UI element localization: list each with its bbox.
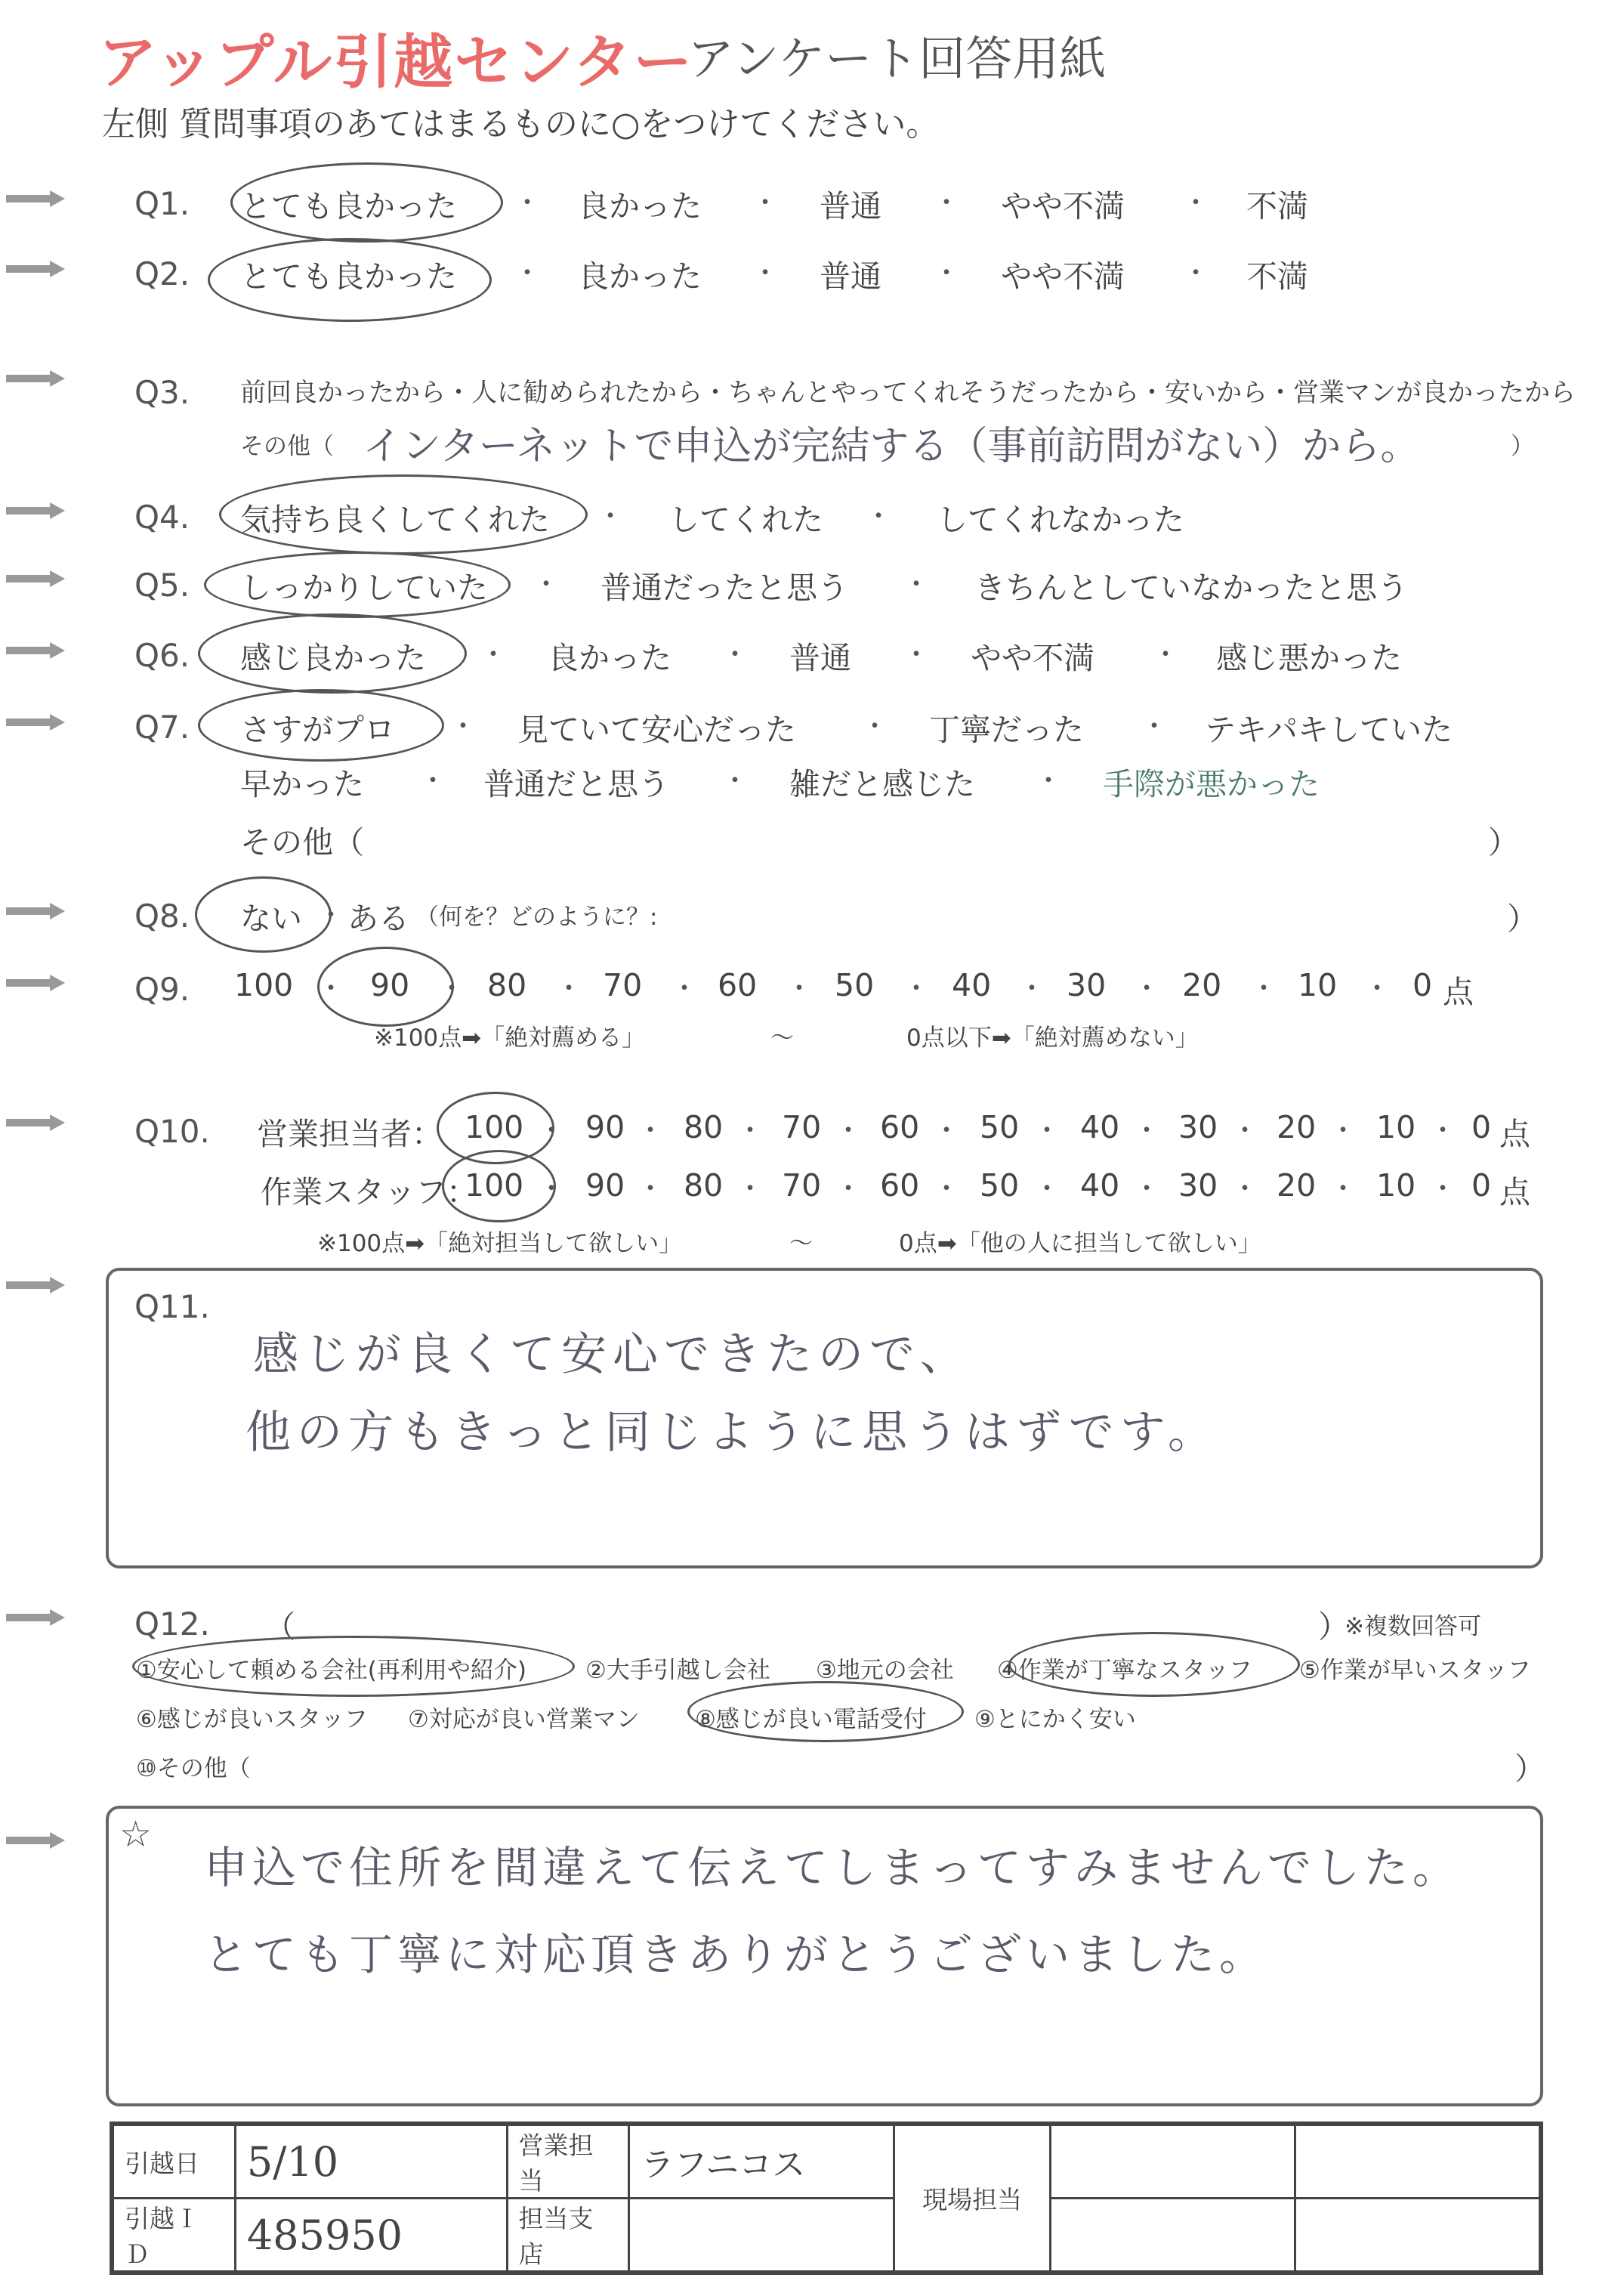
separator-dot: ・ xyxy=(861,711,889,742)
separator-dot: ・ xyxy=(419,765,447,796)
q8-suffix: ） xyxy=(1507,901,1538,937)
margin-arrow-icon xyxy=(6,1832,65,1849)
separator-dot: ・ xyxy=(933,1115,961,1146)
score-option[interactable]: 100 xyxy=(234,967,294,1003)
score-option[interactable]: 70 xyxy=(782,1167,822,1204)
comment-handwritten-line: 申込で住所を間違えて伝えてしまってすみませんでした。 xyxy=(204,1842,1462,1893)
margin-arrow-icon xyxy=(6,570,65,587)
option-item[interactable]: しっかりしていた xyxy=(240,570,488,606)
note-high: ※100点➡「絶対薦める」 xyxy=(374,1024,646,1052)
question-label: Q12. xyxy=(134,1605,210,1642)
separator-dot: ・ xyxy=(1182,258,1210,289)
score-unit: 点 xyxy=(1443,974,1474,1010)
score-option[interactable]: 80 xyxy=(684,1109,724,1145)
moving-date-label: 引越日 xyxy=(112,2124,235,2199)
option-item[interactable]: 雑だと感じた xyxy=(789,766,975,802)
separator-dot: ・ xyxy=(538,1173,566,1204)
choice-item[interactable]: ②大手引越し会社 xyxy=(585,1657,770,1684)
site-staff-1-empty[interactable] xyxy=(1051,2199,1295,2273)
option-item[interactable]: 不満 xyxy=(1246,258,1308,295)
separator-dot: ・ xyxy=(903,973,931,1004)
margin-arrow-icon xyxy=(6,502,65,519)
separator-dot: ・ xyxy=(1250,973,1278,1004)
separator-dot: ・ xyxy=(538,1115,566,1146)
option-item[interactable]: してくれた xyxy=(668,502,823,538)
question-label: Q1. xyxy=(134,185,190,222)
score-option[interactable]: 90 xyxy=(585,1167,625,1204)
option-item[interactable]: 気持ち良くしてくれた xyxy=(240,502,550,538)
score-option[interactable]: 100 xyxy=(465,1109,524,1145)
score-option[interactable]: 40 xyxy=(1080,1167,1120,1204)
separator-dot: ・ xyxy=(721,765,749,796)
separator-dot: ・ xyxy=(514,258,542,289)
site-staff-2-empty[interactable] xyxy=(1295,2199,1541,2273)
score-option[interactable]: 10 xyxy=(1376,1167,1416,1204)
separator-dot: ・ xyxy=(1329,1115,1357,1146)
margin-arrow-icon xyxy=(6,190,65,207)
separator-dot: ・ xyxy=(1033,1115,1061,1146)
multi-answer-note: ※複数回答可 xyxy=(1345,1613,1481,1640)
option-item[interactable]: 普通 xyxy=(789,640,851,676)
separator-dot: ・ xyxy=(1231,1115,1259,1146)
separator-dot: ・ xyxy=(786,973,814,1004)
option-item[interactable]: とても良かった xyxy=(240,188,457,224)
question-label: Q10. xyxy=(134,1113,210,1150)
score-option[interactable]: 0 xyxy=(1471,1109,1492,1145)
score-option[interactable]: 70 xyxy=(782,1109,822,1145)
separator-dot: ・ xyxy=(1329,1173,1357,1204)
score-option[interactable]: 0 xyxy=(1471,1167,1492,1204)
question-label: Q8. xyxy=(134,898,190,935)
choice-item[interactable]: ⑥感じが良いスタッフ xyxy=(136,1706,368,1733)
score-option[interactable]: 80 xyxy=(487,967,527,1003)
other-suffix: ） xyxy=(1514,1751,1545,1787)
option-item[interactable]: きちんとしていなかったと思う xyxy=(974,570,1408,606)
separator-dot: ・ xyxy=(933,187,961,218)
moving-id-value[interactable]: 485950 xyxy=(235,2199,507,2273)
choice-item[interactable]: ①安心して頼める会社(再利用や紹介) xyxy=(136,1657,526,1684)
site-staff-2-value[interactable] xyxy=(1295,2124,1541,2199)
score-option[interactable]: 90 xyxy=(585,1109,625,1145)
separator-dot: ・ xyxy=(1141,711,1169,742)
option-item[interactable]: 普通だと思う xyxy=(483,766,669,802)
sales-label: 営業担当 xyxy=(507,2124,629,2199)
option-item[interactable]: ある xyxy=(347,901,409,937)
score-option[interactable]: 60 xyxy=(718,967,758,1003)
row-label: 作業スタッフ： xyxy=(261,1174,477,1210)
separator-dot: ・ xyxy=(449,711,477,742)
note-low: 0点以下➡「絶対薦めない」 xyxy=(906,1024,1199,1052)
other-prefix: その他（ xyxy=(240,824,364,861)
site-staff-1-value[interactable] xyxy=(1051,2124,1295,2199)
separator-dot: ・ xyxy=(865,501,893,532)
option-item[interactable]: 早かった xyxy=(240,766,364,802)
branch-value[interactable] xyxy=(629,2199,894,2273)
separator-dot: ・ xyxy=(1363,973,1391,1004)
question-label: Q3. xyxy=(134,374,190,411)
separator-dot: ・ xyxy=(1133,1115,1161,1146)
margin-arrow-icon xyxy=(6,714,65,731)
star-icon: ☆ xyxy=(119,1813,153,1856)
note-tilde: 〜 xyxy=(770,1024,794,1052)
separator-dot: ・ xyxy=(933,258,961,289)
separator-dot: ・ xyxy=(1231,1173,1259,1204)
open-paren: （ xyxy=(264,1608,295,1645)
site-staff-label: 現場担当 xyxy=(894,2124,1051,2273)
margin-arrow-icon xyxy=(6,1609,65,1626)
score-option[interactable]: 50 xyxy=(835,967,875,1003)
question-label: Q9. xyxy=(134,971,190,1008)
q11-handwritten-line: 他の方もきっと同じように思うはずです。 xyxy=(245,1406,1219,1459)
separator-dot: ・ xyxy=(317,973,345,1004)
option-item[interactable]: 普通だったと思う xyxy=(601,570,848,606)
brand-title: アップル引越センター xyxy=(98,29,694,97)
separator-dot: ・ xyxy=(637,1115,665,1146)
separator-dot: ・ xyxy=(438,973,466,1004)
separator-dot: ・ xyxy=(533,569,560,600)
margin-arrow-icon xyxy=(6,1277,65,1293)
separator-dot: ・ xyxy=(835,1173,863,1204)
note-low: 0点➡「他の人に担当して欲しい」 xyxy=(899,1230,1261,1257)
score-option[interactable]: 0 xyxy=(1413,967,1433,1003)
separator-dot: ・ xyxy=(317,900,345,931)
score-option[interactable]: 20 xyxy=(1277,1109,1317,1145)
question-label: Q5. xyxy=(134,567,190,604)
question-label: Q4. xyxy=(134,499,190,536)
score-option[interactable]: 40 xyxy=(952,967,992,1003)
score-unit: 点 xyxy=(1499,1174,1530,1210)
choice-item[interactable]: ⑨とにかく安い xyxy=(974,1706,1136,1733)
other-answer-handwritten[interactable]: インターネットで申込が完結する（事前訪問がない）から。 xyxy=(363,424,1420,469)
close-paren: ） xyxy=(1318,1608,1349,1645)
score-option[interactable]: 30 xyxy=(1178,1109,1218,1145)
separator-dot: ・ xyxy=(1035,765,1063,796)
option-item[interactable]: とても良かった xyxy=(240,258,457,295)
q11-handwritten-line: 感じが良くて安心できたので、 xyxy=(253,1328,971,1381)
score-option[interactable]: 10 xyxy=(1298,967,1338,1003)
separator-dot: ・ xyxy=(721,639,749,670)
form-title: アンケート回答用紙 xyxy=(687,31,1107,86)
option-item[interactable]: さすがプロ xyxy=(240,712,395,748)
separator-dot: ・ xyxy=(1182,187,1210,218)
q8-prompt: （何を？どのように？: xyxy=(415,904,658,931)
separator-dot: ・ xyxy=(671,973,699,1004)
option-item[interactable]: 感じ良かった xyxy=(240,640,426,676)
score-option[interactable]: 60 xyxy=(880,1109,920,1145)
other-suffix: ） xyxy=(1488,824,1519,861)
score-option[interactable]: 60 xyxy=(880,1167,920,1204)
separator-dot: ・ xyxy=(903,569,931,600)
staff-info-table xyxy=(110,2121,1543,2275)
separator-dot: ・ xyxy=(555,973,583,1004)
moving-id-label: 引越ＩＤ xyxy=(112,2199,235,2273)
separator-dot: ・ xyxy=(1133,1173,1161,1204)
option-item[interactable]: 丁寧だった xyxy=(929,712,1084,748)
score-option[interactable]: 40 xyxy=(1080,1109,1120,1145)
score-unit: 点 xyxy=(1499,1116,1530,1152)
separator-dot: ・ xyxy=(933,1173,961,1204)
separator-dot: ・ xyxy=(480,639,508,670)
option-item[interactable]: 普通 xyxy=(820,188,881,224)
option-item[interactable]: ない xyxy=(240,901,302,937)
option-item[interactable]: テキパキしていた xyxy=(1205,712,1453,748)
separator-dot: ・ xyxy=(752,258,780,289)
row-label: 営業担当者： xyxy=(257,1116,443,1152)
score-option[interactable]: 70 xyxy=(603,967,643,1003)
moving-date-value[interactable]: 5/10 xyxy=(235,2124,507,2199)
sales-value[interactable]: ラフニコス xyxy=(629,2124,894,2199)
separator-dot: ・ xyxy=(835,1115,863,1146)
question-label: Q11. xyxy=(134,1288,210,1325)
option-item[interactable]: やや不満 xyxy=(1001,188,1125,224)
option-item[interactable]: やや不満 xyxy=(971,640,1095,676)
margin-arrow-icon xyxy=(6,370,65,387)
score-option[interactable]: 100 xyxy=(465,1167,524,1204)
score-option[interactable]: 50 xyxy=(980,1109,1020,1145)
choice-item[interactable]: ⑧感じが良い電話受付 xyxy=(695,1706,927,1733)
score-option[interactable]: 10 xyxy=(1376,1109,1416,1145)
score-option[interactable]: 50 xyxy=(980,1167,1020,1204)
comment-handwritten-line: とても丁寧に対応頂きありがとうございました。 xyxy=(204,1929,1268,1980)
separator-dot: ・ xyxy=(1133,973,1161,1004)
choice-item[interactable]: ⑦対応が良い営業マン xyxy=(408,1706,640,1733)
separator-dot: ・ xyxy=(637,1173,665,1204)
separator-dot: ・ xyxy=(736,1173,764,1204)
note-high: ※100点➡「絶対担当して欲しい」 xyxy=(317,1230,683,1257)
margin-arrow-icon xyxy=(6,1114,65,1131)
score-option[interactable]: 90 xyxy=(370,967,410,1003)
separator-dot: ・ xyxy=(903,639,931,670)
branch-label: 担当支店 xyxy=(507,2199,629,2273)
separator-dot: ・ xyxy=(1018,973,1046,1004)
margin-arrow-icon xyxy=(6,261,65,277)
separator-dot: ・ xyxy=(597,501,625,532)
separator-dot: ・ xyxy=(1152,639,1180,670)
score-option[interactable]: 30 xyxy=(1067,967,1107,1003)
option-item[interactable]: 感じ悪かった xyxy=(1216,640,1402,676)
separator-dot: ・ xyxy=(1429,1115,1457,1146)
other-suffix: ） xyxy=(1511,433,1534,460)
option-item[interactable]: やや不満 xyxy=(1001,258,1125,295)
option-item[interactable]: 手際が悪かった xyxy=(1103,766,1320,802)
question-label: Q2. xyxy=(134,255,190,292)
option-item[interactable]: 不満 xyxy=(1246,188,1308,224)
separator-dot: ・ xyxy=(1429,1173,1457,1204)
score-option[interactable]: 20 xyxy=(1182,967,1222,1003)
score-option[interactable]: 80 xyxy=(684,1167,724,1204)
note-tilde: 〜 xyxy=(789,1230,813,1257)
choice-item[interactable]: ⑩その他（ xyxy=(136,1755,251,1782)
separator-dot: ・ xyxy=(736,1115,764,1146)
margin-arrow-icon xyxy=(6,903,65,919)
score-option[interactable]: 30 xyxy=(1178,1167,1218,1204)
choice-item[interactable]: ④作業が丁寧なスタッフ xyxy=(997,1657,1252,1684)
option-item[interactable]: 良かった xyxy=(578,258,702,295)
choice-item[interactable]: ③地元の会社 xyxy=(816,1657,954,1684)
margin-arrow-icon xyxy=(6,642,65,659)
instruction-text: 左側 質問事項のあてはまるものに○をつけてください。 xyxy=(102,105,940,144)
options-line: 前回良かったから・人に勧められたから・ちゃんとやってくれそうだったから・安いから・営業マンが良かったから xyxy=(240,378,1576,408)
separator-dot: ・ xyxy=(752,187,780,218)
separator-dot: ・ xyxy=(1033,1173,1061,1204)
option-item[interactable]: 普通 xyxy=(820,258,881,295)
option-item[interactable]: 良かった xyxy=(578,188,702,224)
margin-arrow-icon xyxy=(6,975,65,991)
choice-item[interactable]: ⑤作業が早いスタッフ xyxy=(1299,1657,1531,1684)
other-prefix: その他（ xyxy=(240,433,334,460)
option-item[interactable]: 見ていて安心だった xyxy=(517,712,796,748)
option-item[interactable]: してくれなかった xyxy=(937,502,1184,538)
question-label: Q7. xyxy=(134,709,190,746)
option-item[interactable]: 良かった xyxy=(548,640,672,676)
score-option[interactable]: 20 xyxy=(1277,1167,1317,1204)
separator-dot: ・ xyxy=(514,187,542,218)
question-label: Q6. xyxy=(134,637,190,674)
